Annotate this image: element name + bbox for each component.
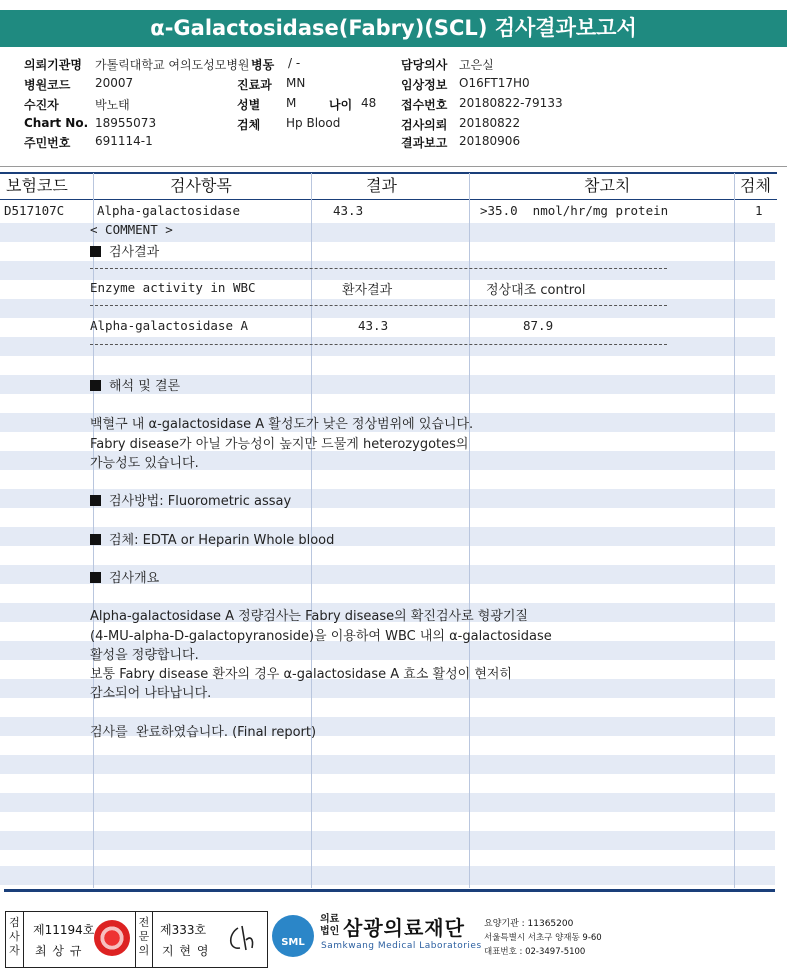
table-header-border	[0, 199, 777, 200]
overview-line: Alpha-galactosidase A 정량검사는 Fabry disease의 확진검사로 형광기질	[90, 609, 528, 624]
signature-box	[5, 911, 268, 968]
row-stripe	[0, 261, 775, 280]
row-stripe	[0, 755, 775, 774]
doctor-label: 담당의사	[401, 58, 448, 72]
section-interpretation: 해석 및 결론	[90, 375, 180, 394]
chart-no-label: Chart No.	[24, 116, 89, 130]
sml-logo-icon: SML	[272, 915, 314, 957]
age-value: 48	[361, 96, 377, 110]
report-date-label: 결과보고	[401, 136, 448, 150]
section-method: 검사방법: Fluorometric assay	[90, 490, 291, 509]
overview-line: (4-MU-alpha-D-galactopyranoside)을 이용하여 WBC 내의 α-galactosidase	[90, 629, 552, 644]
request-label: 검사의뢰	[401, 118, 448, 132]
interpretation-line: 가능성도 있습니다.	[90, 456, 199, 471]
overview-line: 감소되어 나타납니다.	[90, 686, 212, 701]
final-report-line: 검사를 완료하였습니다. (Final report)	[90, 725, 317, 740]
table-bottom-border	[4, 889, 775, 892]
row-code: D517107C	[4, 203, 65, 218]
row-specimen: 1	[755, 203, 763, 218]
row-stripe	[0, 337, 775, 356]
row-stripe	[0, 831, 775, 850]
enzyme-row-name: Alpha-galactosidase A	[90, 318, 249, 333]
square-bullet-icon	[90, 534, 101, 545]
sex-value: M	[286, 96, 297, 110]
divider	[0, 166, 787, 167]
comment-head: < COMMENT >	[90, 222, 173, 237]
square-bullet-icon	[90, 572, 101, 583]
age-label: 나이	[329, 98, 353, 112]
interpretation-line: 백혈구 내 α-galactosidase A 활성도가 낮은 정상범위에 있습니다.	[90, 417, 474, 432]
examiner-license: 제11194호	[33, 923, 95, 937]
id-no-value: 691114-1	[95, 134, 153, 148]
hospital-code-value: 20007	[95, 76, 134, 90]
header-reference: 참고치	[584, 176, 631, 195]
dashed-rule	[90, 344, 667, 345]
org-type: 의료법인	[320, 914, 340, 937]
examiner-seal	[94, 920, 130, 956]
id-no-label: 주민번호	[24, 136, 71, 150]
org-english-name: Samkwang Medical Laboratories	[321, 941, 482, 951]
dept-label: 진료과	[237, 78, 272, 92]
org-name: 삼광의료재단	[343, 916, 465, 940]
agency-number: 요양기관 : 11365200	[484, 919, 574, 929]
institution-value: 가톨릭대학교 여의도성모병원	[95, 58, 250, 72]
column-divider	[734, 173, 735, 888]
receipt-label: 접수번호	[401, 98, 448, 112]
row-stripe	[0, 299, 775, 318]
patient-value: 박노태	[95, 98, 130, 112]
enzyme-row-patient: 43.3	[358, 318, 389, 333]
square-bullet-icon	[90, 380, 101, 391]
request-value: 20180822	[459, 116, 521, 130]
specimen-label: 검체	[237, 118, 261, 132]
column-divider	[469, 173, 470, 888]
square-bullet-icon	[90, 495, 101, 506]
specialist-label: 전문의	[135, 912, 153, 967]
header-specimen: 검체	[740, 176, 771, 195]
header-result: 결과	[366, 176, 397, 195]
enzyme-col-label: Enzyme activity in WBC	[90, 280, 256, 295]
patient-label: 수진자	[24, 98, 59, 112]
row-stripe	[0, 793, 775, 812]
enzyme-row-control: 87.9	[523, 318, 554, 333]
row-result: 43.3	[333, 203, 364, 218]
section-specimen: 검체: EDTA or Heparin Whole blood	[90, 529, 334, 548]
address: 서울특별시 서초구 양재동 9-60	[484, 933, 602, 943]
specialist-name: 지 현 영	[162, 944, 210, 958]
clinical-label: 임상정보	[401, 78, 448, 92]
report-title: α-Galactosidase(Fabry)(SCL) 검사결과보고서	[0, 10, 787, 47]
square-bullet-icon	[90, 246, 101, 257]
doctor-value: 고은실	[459, 58, 494, 72]
specialist-signature	[224, 922, 260, 956]
report-date-value: 20180906	[459, 134, 521, 148]
overview-line: 보통 Fabry disease 환자의 경우 α-galactosidase A 효소 활성이 현저히	[90, 667, 512, 682]
sex-label: 성별	[237, 98, 261, 112]
ward-value: / -	[288, 56, 301, 70]
examiner-label: 검사자	[6, 912, 24, 967]
control-col-label: 정상대조 control	[486, 283, 586, 298]
interpretation-line: Fabry disease가 아닐 가능성이 높지만 드물게 heterozygotes의	[90, 437, 469, 452]
section-result: 검사결과	[90, 241, 159, 260]
receipt-value: 20180822-79133	[459, 96, 563, 110]
row-stripe	[0, 866, 775, 885]
ward-label: 병동	[251, 58, 275, 72]
phone: 대표번호 : 02-3497-5100	[484, 947, 586, 957]
patient-col-label: 환자결과	[342, 283, 393, 298]
header-test-item: 검사항목	[170, 176, 232, 195]
clinical-value: O16FT17H0	[459, 76, 530, 90]
header-insurance-code: 보험코드	[6, 176, 68, 195]
dashed-rule	[90, 305, 667, 306]
institution-label: 의뢰기관명	[24, 58, 82, 72]
examiner-name: 최 상 규	[35, 944, 83, 958]
hospital-code-label: 병원코드	[24, 78, 71, 92]
patient-info	[0, 50, 787, 164]
dept-value: MN	[286, 76, 306, 90]
row-reference: >35.0 nmol/hr/mg protein	[480, 203, 669, 218]
chart-no-value: 18955073	[95, 116, 157, 130]
dashed-rule	[90, 268, 667, 269]
specialist-license: 제333호	[160, 923, 207, 937]
row-item: Alpha-galactosidase	[97, 203, 240, 218]
section-overview: 검사개요	[90, 567, 159, 586]
specimen-value: Hp Blood	[286, 116, 341, 130]
overview-line: 활성을 정량합니다.	[90, 648, 199, 663]
